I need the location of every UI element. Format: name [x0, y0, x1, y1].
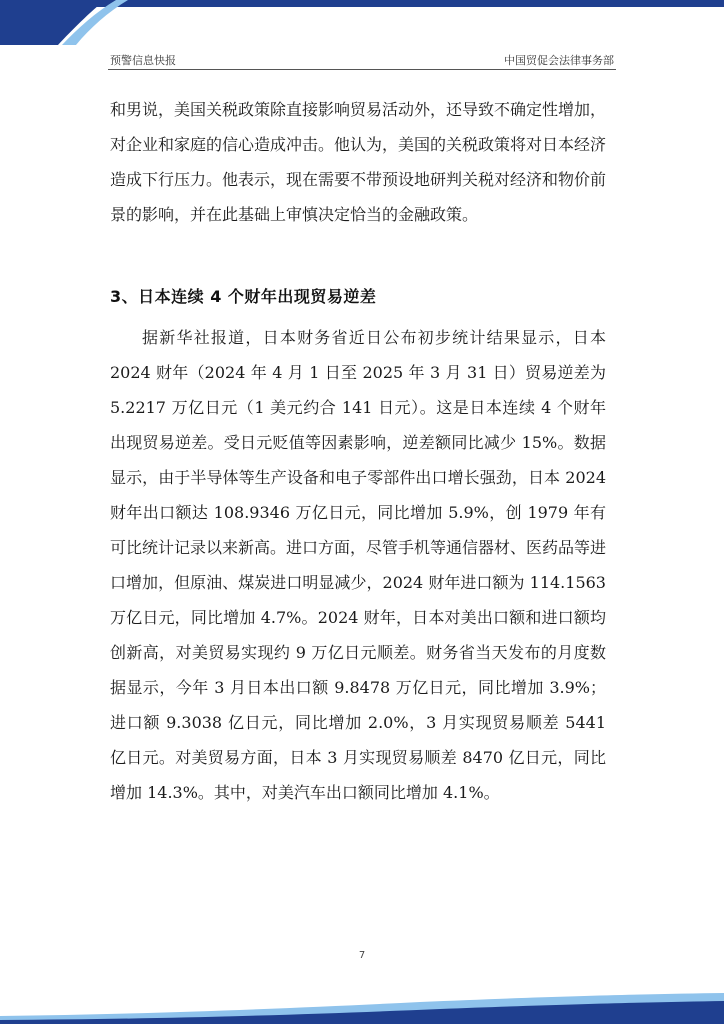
- section-body-paragraph: 据新华社报道，日本财务省近日公布初步统计结果显示，日本 2024 财年（2024 年 4 月 1 日至 2025 年 3 月 31 日）贸易逆差为 5.2217 万亿日元（1 美元约合 141 日元）。这是日本连续 4 个财年出现贸易逆差。受日元贬值等因素影响，逆差额同比减少 15%。数据显示，由于半导体等生产设备和电子零部件出口增长强劲，日本 2024 财年出口额达 108.9346 万亿日元，同比增加 5.9%，创 1979 年有可比统计记录以来新高。进口方面，尽管手机等通信器材、医药品等进口增加，但原油、煤炭进口明显减少，2024 财年进口额为 114.1563 万亿日元，同比增加 4.7%。2024 财年，日本对美出口额和进口额均创新高，对美贸易实现约 9 万亿日元顺差。财务省当天发布的月度数据显示，今年 3 月日本出口额 9.8478 万亿日元，同比增加 3.9%；进口额 9.3038 亿日元，同比增加 2.0%，3 月实现贸易顺差 5441 亿日元。对美贸易方面，日本 3 月实现贸易顺差 8470 亿日元，同比增加 14.3%。其中，对美汽车出口额同比增加 4.1%。: [110, 328, 607, 802]
- section-heading: 3、日本连续 4 个财年出现贸易逆差: [110, 287, 377, 306]
- page-number: 7: [358, 950, 366, 961]
- top-decorative-banner: [0, 0, 724, 45]
- bottom-decorative-band: [0, 990, 724, 1024]
- header-publication-title: 预警信息快报: [110, 54, 176, 67]
- header-department-name: 中国贸促会法律事务部: [504, 54, 614, 67]
- paragraph-continuation: 和男说，美国关税政策除直接影响贸易活动外，还导致不确定性增加，对企业和家庭的信心造成冲击。他认为，美国的关税政策将对日本经济造成下行压力。他表示，现在需要不带预设地研判关税对经济和物价前景的影响，并在此基础上审慎决定恰当的金融政策。: [110, 100, 607, 224]
- header-divider: [108, 69, 616, 70]
